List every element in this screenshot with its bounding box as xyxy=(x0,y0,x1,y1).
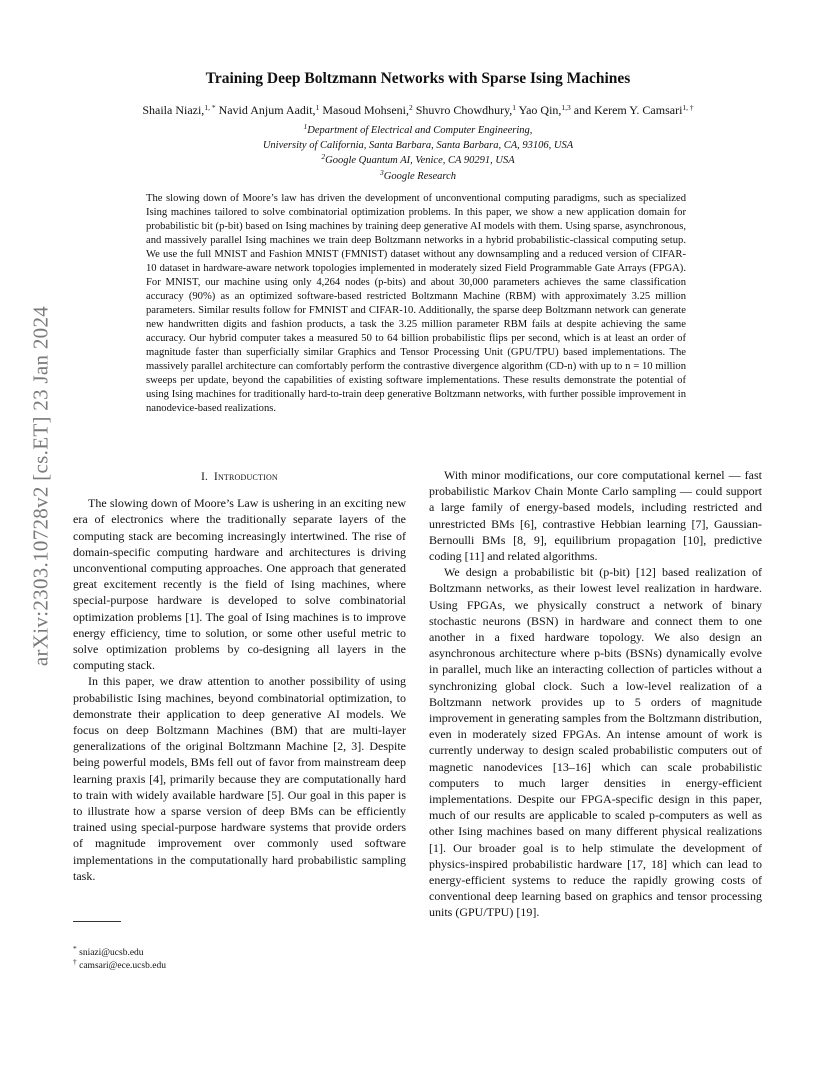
left-column xyxy=(73,467,406,884)
affiliations xyxy=(74,123,762,184)
section-heading: I. Introduction xyxy=(201,471,278,483)
author-list xyxy=(74,103,762,118)
paragraph: With minor modifications, our core computational kernel — fast probabilistic Markov Chain Monte Carlo sampling — could support a large family of energy-based models, including restricted and unrestricted BMs [6], contrastive Hebbian learning [7], Gaussian-Bernoulli BMs [8, 9], equilibrium propagation [10], predictive coding [11] and related algorithms. xyxy=(429,468,762,564)
paragraph: We design a probabilistic bit (p-bit) [12] based realization of Boltzmann networks, as their lowest level realization in hardware. Using FPGAs, we physically construct a network of binary stochastic neurons (BSN) in hardware and connect them to one another in a fixed hardware topology. We also design an asynchronous architecture where p-bits (BSNs) dynamically evolve in parallel, much like an interacting collection of particles without a synchronizing global clock. Such a low-level realization of a Boltzmann network provides up to 5 orders of magnitude improvement in generating samples from the Boltzmann distribution, even in moderately sized FPGAs. An intense amount of work is currently underway to design scaled probabilistic computers out of magnetic nanodevices [13–16] which can scale probabilistic computers to much larger densities in energy-efficient implementations. Despite our FPGA-specific design in this paper, much of our results are applicable to scaled p-computers as well as other Ising machines based on many different physical realizations [1]. Our broader goal is to help stimulate the development of physics-inspired probabilistic hardware [17, 18] which can lead to energy-efficient systems to reduce the rapidly growing costs of conventional deep learning based on graphics and tensor processing units (GPU/TPU) [19]. xyxy=(429,565,762,920)
paragraph: The slowing down of Moore’s Law is ushering in an exciting new era of electronics where the traditionally separate layers of the computing stack are becoming increasingly intertwined. The rise of domain-specific computing hardware and architectures is driving unconventional computing approaches. One approach that generated great excitement recently is the field of Ising machines, where special-purpose hardware is developed to solve combinatorial optimization problems [1]. The goal of Ising machines is to improve energy efficiency, time to solution, or some other useful metric to solve optimization problems by co-designing all layers in the computing stack. xyxy=(73,496,406,673)
arxiv-identifier xyxy=(26,296,56,676)
affiliation-line: $^1$Department of Electrical and Computer Engineering, xyxy=(303,122,533,136)
right-column xyxy=(429,467,762,921)
footnote: * sniazi@ucsb.edu xyxy=(73,944,144,958)
footnote-divider xyxy=(73,921,121,922)
affiliation-line: $^3$Google Research xyxy=(380,167,456,182)
author: and Kerem Y. Camsari$^{1, \dagger}$ xyxy=(573,103,694,117)
arxiv-id-text: arXiv:2303.10728v2 [cs.ET] 23 Jan 2024 xyxy=(28,305,53,667)
footnotes xyxy=(73,944,166,973)
affiliation-line: University of California, Santa Barbara, Santa Barbara, CA, 93106, USA xyxy=(262,140,574,152)
author: Masoud Mohseni,$^2$ xyxy=(322,103,413,117)
paragraph: In this paper, we draw attention to another possibility of using probabilistic Ising machines, beyond combinatorial optimization, to demonstrate their application to deep generative AI models. We focus on deep Boltzmann Machines (BM) that are multi-layer generalizations of the original Boltzmann Machine [2, 3]. Despite being powerful models, BMs fell out of favor from mainstream deep learning praxis [4], primarily because they are computationally hard to train with widely available hardware [5]. Our goal in this paper is to illustrate how a sparse version of deep BMs can be efficiently trained using special-purpose hardware systems that provide orders of magnitude improvement over commonly used software implementations in the computationally hard probabilistic sampling task. xyxy=(73,674,406,883)
paper-title: Training Deep Boltzmann Networks with Sparse Ising Machines xyxy=(205,70,631,87)
author: Navid Anjum Aadit,$^1$ xyxy=(218,103,320,117)
author: Shuvro Chowdhury,$^1$ xyxy=(415,103,517,117)
author: Yao Qin,$^{1,3}$ xyxy=(518,103,571,117)
footnote: † camsari@ece.ucsb.edu xyxy=(73,957,166,971)
abstract: The slowing down of Moore’s law has driven the development of unconventional computing paradigms, such as specialized Ising machines tailored to solve combinatorial optimization problems. In this paper, we show a new application domain for probabilistic bit (p-bit) based on Ising machines by training deep generative AI models with them. Using sparse, asynchronous, and massively parallel Ising machines we train deep Boltzmann networks in a hybrid probabilistic-classical computing setup. We use the full MNIST and Fashion MNIST (FMNIST) dataset without any downsampling and a reduced version of CIFAR-10 dataset in hardware-aware network topologies implemented in moderately sized Field Programmable Gate Arrays (FPGA). For MNIST, our machine using only 4,264 nodes (p-bits) and about 30,000 parameters achieves the same classification accuracy (90%) as an optimized software-based restricted Boltzmann Machine (RBM) with approximately 3.25 million parameters. Similar results follow for FMNIST and CIFAR-10. Additionally, the sparse deep Boltzmann network can generate new handwritten digits and fashion products, a task the 3.25 million parameter RBM fails at despite achieving the same accuracy. Our hybrid computer takes a measured 50 to 64 billion probabilistic flips per second, which is at least an order of magnitude faster than superficially similar Graphics and Tensor Processing Unit (GPU/TPU) based implementations. The massively parallel architecture can comfortably perform the contrastive divergence algorithm (CD-n) with up to n = 10 million sweeps per update, beyond the capabilities of existing software implementations. These results demonstrate the potential of using Ising machines for traditionally hard-to-train deep generative Boltzmann networks, with further possible improvement in nanodevice-based realizations. xyxy=(146,193,686,414)
author: Shaila Niazi,$^{1, *}$ xyxy=(142,103,216,117)
affiliation-line: $^2$Google Quantum AI, Venice, CA 90291, USA xyxy=(321,152,515,167)
